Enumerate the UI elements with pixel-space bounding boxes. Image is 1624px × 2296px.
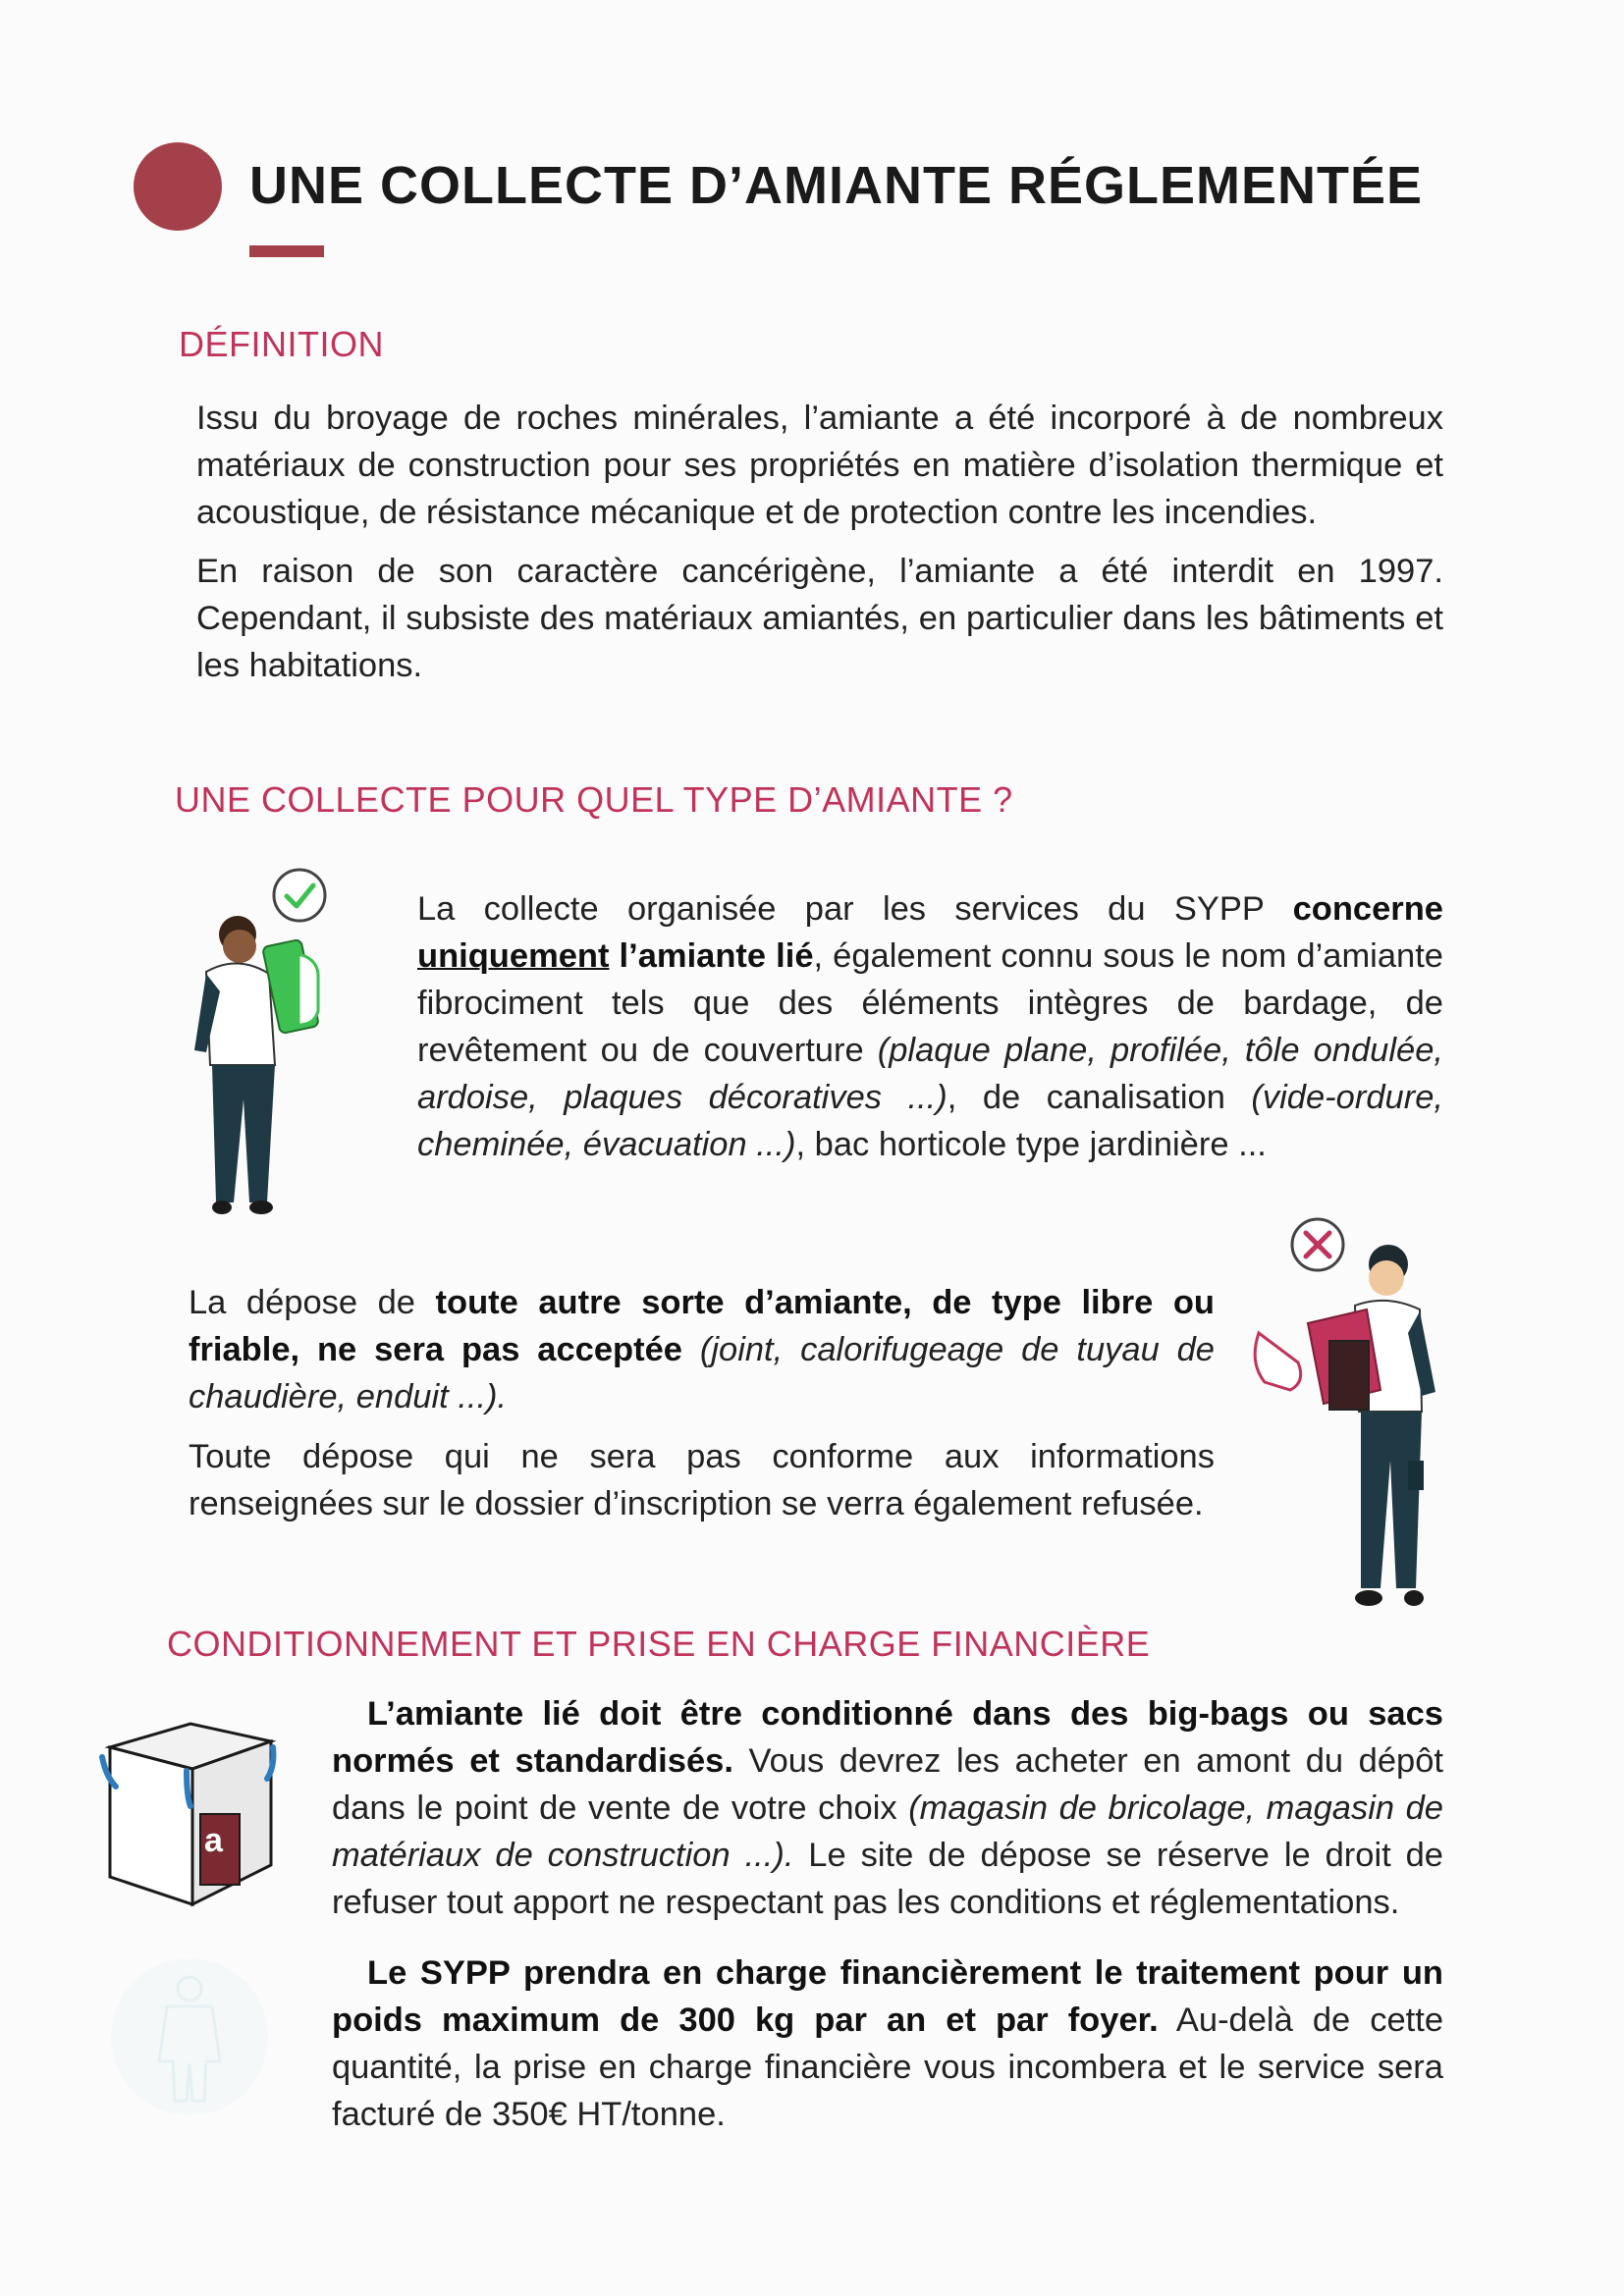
heading-asbestos-type: UNE COLLECTE POUR QUEL TYPE D’AMIANTE ? <box>175 779 1013 820</box>
page-title: UNE COLLECTE D’AMIANTE RÉGLEMENTÉE <box>249 156 1424 215</box>
title-bullet <box>134 142 222 231</box>
definition-paragraph-1: Issu du broyage de roches minérales, l’amiante a été incorporé à de nombreux matériaux de construction pour ses propriétés en matière d’isolation thermique et acoustique, de résistance mécanique et de protection contre les incendies. <box>196 400 1443 531</box>
heading-packaging: CONDITIONNEMENT ET PRISE EN CHARGE FINANCIÈRE <box>167 1624 1151 1664</box>
cross-circle-icon <box>1292 1219 1343 1270</box>
refused-types-paragraph: La dépose de toute autre sorte d’amiante, de type libre ou friable, ne sera pas acceptée (joint, calorifugeage de tuyau de chaudière, enduit ...). <box>189 1284 1215 1415</box>
accepted-types-paragraph: La collecte organisée par les services du SYPP concerne uniquement l’amiante lié, également connu sous le nom d’amiante fibrociment tels que des éléments intègres de bardage, de revêtement ou de couverture (plaque plane, profilée, tôle ondulée, ardoise, plaques décoratives ...), de canalisation (vide-ordure, cheminée, évacuation ...), bac horticole type jardinière ... <box>417 890 1443 1163</box>
non-compliant-paragraph: Toute dépose qui ne sera pas conforme aux informations renseignées sur le dossier d’inscription se verra également refusée. <box>189 1438 1215 1522</box>
packaging-paragraph: L’amiante lié doit être conditionné dans des big-bags ou sacs normés et standardisés. Vous devrez les acheter en amont du dépôt dans le point de vente de votre choix (magasin de bricolage, magasin de matériaux de construction ...). Le site de dépose se réserve le droit de refuser tout apport ne respectant pas les conditions et réglementations. <box>332 1695 1444 1921</box>
financial-paragraph: Le SYPP prendra en charge financièrement le traitement pour un poids maximum de 300 kg par an et par foyer. Au-delà de cette quantité, la prise en charge financière vous incombera et le service sera facturé de 350€ HT/tonne. <box>332 1954 1444 2133</box>
big-bag-icon <box>92 1708 289 1914</box>
protective-suit-icon <box>106 1953 273 2120</box>
accepted-illustration <box>177 864 353 1227</box>
check-circle-icon <box>274 870 325 921</box>
refused-illustration <box>1239 1215 1455 1628</box>
heading-definition: DÉFINITION <box>179 324 384 364</box>
svg-text:a: a <box>204 1822 223 1859</box>
definition-paragraph-2: En raison de son caractère cancérigène, l’amiante a été interdit en 1997. Cependant, il subsiste des matériaux amiantés, en particulier dans les bâtiments et les habitations. <box>196 553 1443 684</box>
title-underline <box>249 245 324 257</box>
